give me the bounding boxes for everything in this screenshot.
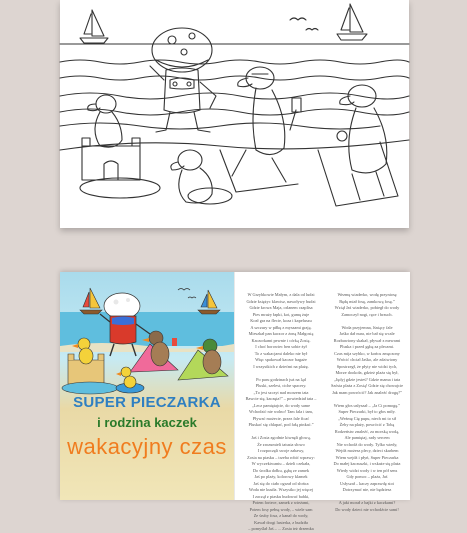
- cover-subtitle: i rodzina kaczek: [97, 415, 197, 430]
- poem-line: Wchodzić nie wolno! Tam fala i tam,: [249, 409, 313, 414]
- poem-line: Po paru godzinach już na ląd: [256, 376, 306, 382]
- poem-line: Spostrzegł, że płyty nie widzi tych,: [336, 363, 398, 369]
- poem-line: Jaśko dał nura, nie bał się wcale: [339, 331, 395, 336]
- sailboat-left-icon: [80, 288, 102, 314]
- poem-line: Jaś po plaży, kolorowy klamek: [254, 474, 308, 479]
- book-spread: [60, 272, 409, 531]
- poem-line: Nie wchodź do wody. Tylko wtedy,: [336, 441, 398, 447]
- poem-line: Ale pamiętaj, rady sercem: [344, 435, 390, 440]
- poem-line: „Weźmę Cię pupu, niech mi to sił: [337, 415, 396, 421]
- poem-line: Pluskać się chlapać, pod fałą pinkać.”: [248, 422, 314, 427]
- coloring-page: [60, 0, 409, 228]
- poem-line: Potem fosy pełną wody, – wiele sam: [249, 506, 313, 512]
- poem-line: Super Pieczarki, był to głos miły.: [338, 409, 396, 414]
- poem-page: [234, 272, 410, 531]
- poem-line: Gdzie krowa Maja, orlanem czaplisa: [249, 305, 313, 310]
- poem-line: Usłyszał – kaczy zaprawdę stoi: [340, 480, 394, 486]
- poem-line: Pluska i przed gębą za plecami.: [339, 344, 395, 349]
- poem-line: Rozbawiony skakał, pływał z mewami: [333, 337, 401, 343]
- poem-line: W wyczekiwaniu – dzieli czekała,: [251, 461, 311, 466]
- poem-line: Mieszkał pan kaczor z żoną Małgosią: [248, 331, 314, 336]
- poem-line: Żeby na plaży, powrócić z Tobą: [339, 422, 395, 427]
- poem-line: Potem fortece, zamek z wieżami,: [252, 500, 310, 505]
- poem-line: Do wody dzieci nie wchodźcie sami!: [335, 506, 399, 512]
- poem-line: Wejdź możesz plecy, dzieci skarbem: [335, 448, 399, 453]
- poem-line: Wezmę wiaderko, wodę przyniosę: [337, 292, 397, 297]
- sailboat-right-icon: [198, 290, 220, 314]
- seagull-icon: [178, 289, 190, 291]
- poem-line: W Grzybkowie Małym, z dala od ludzi: [247, 292, 315, 297]
- poem-line: Morze dookoła, gdzież plaża się był,: [335, 370, 399, 375]
- shoreline: [60, 140, 409, 150]
- poem-line: Dotrzymać nie, nie będziesz: [342, 487, 392, 492]
- poem-line: Wziął Jaś wiaderko, pobiegł do wody: [334, 305, 400, 310]
- poem-line: – pomyślał Jaś – ... Zosia też drzemka: [248, 526, 314, 531]
- poem-line: Czas mija szybko, w końcu zmęczony: [334, 350, 400, 356]
- poem-line: A szczury w piłkę z myszami grają.: [250, 324, 312, 330]
- cover-illustration: [60, 272, 234, 500]
- poem-line: „To jest szczyt nad morzem tata: [253, 389, 309, 395]
- poem-line: Więc spakował kaczor bagaże: [255, 357, 307, 362]
- poem-line: „Jędyj gdzie jesteś? Gdzie mama i tata: [333, 376, 401, 382]
- poem-line: Szósta plaża z Zosią! Gdzie się chowajcie: [330, 383, 404, 388]
- duckling-castle-figure: [80, 95, 160, 198]
- poem-line: Gdzie księżyc klawisz, nawoływy budzi: [246, 298, 316, 304]
- sailboat-left-icon: [80, 10, 108, 43]
- poem-line: Pluski, szelest, ciche spacery.: [255, 383, 307, 388]
- poem-column-left: [243, 292, 319, 533]
- poem-line: I wszystkich z dziećmi na plażę.: [253, 363, 309, 369]
- coloring-illustration: [60, 0, 409, 228]
- poem-line: Do małej kaczuszki, i wskaże się plaża: [333, 461, 401, 466]
- poem-line: I rozpoczęli swoje zabawy,: [257, 448, 305, 453]
- poem-line: Do środka dołku, gąbę ze zamek: [252, 467, 310, 473]
- poem-line: Gdy pomoc – plaża, Jaś: [346, 474, 388, 479]
- poem-line: Pies mruży łapki, kot, gumę żuje: [252, 311, 310, 317]
- book-cover: [60, 272, 234, 500]
- poem-line: Pływać możecie, przez fale ficać: [252, 415, 310, 421]
- seagull-icon: [188, 297, 196, 298]
- sailboat-right-icon: [337, 4, 367, 40]
- poem-line: A jaki morał z bajki z kaczkami?: [338, 500, 396, 505]
- poem-line: Że zrozumieli tatusia słowo: [257, 441, 305, 447]
- poem-line: Woda nie kusiła. Wszystko jej więcej: [248, 487, 314, 492]
- poem-line: Zosia na piasku – trzeba robić wprawy:: [247, 454, 315, 460]
- poem-line: Bawcie się, kaczęta!” – powiedział tata –: [245, 396, 317, 401]
- poem-line: I zaczął z piasku budować babki,: [252, 493, 310, 499]
- poem-line: To z wakacjami daleko nie był: [254, 350, 308, 356]
- seagull-icon: [290, 18, 306, 20]
- poem-line: Jak mam powrócić? Jak znaleźć drogę?”: [332, 389, 402, 395]
- poem-line: I choć borowiec ben sobie żył: [255, 344, 307, 349]
- poem-line: Kozł gra na flecie, koza i kapeluszu: [250, 318, 312, 323]
- poem-column-right: [327, 292, 407, 513]
- poem-line: Kawał drogi lusterka, z budziła: [254, 519, 308, 525]
- poem-line: Jaś i Zosia zgodnie kiwnęli głową,: [251, 435, 311, 440]
- poem-line: Będę miał fosę, zamkową fosę.”: [339, 298, 395, 304]
- cover-tagline: wakacyjny czas: [67, 434, 227, 459]
- seagull-icon: [306, 29, 318, 31]
- cover-title: SUPER PIECZARKA: [73, 394, 221, 411]
- poem-line: Ze śruby fosa, z kanał do wody,: [253, 513, 309, 518]
- poem-line: Wtem wejdź i płyń, Super Pieczarka: [335, 454, 399, 460]
- poem-line: Wrócić chciał Jaśko, ale zdziwiony: [336, 357, 398, 362]
- poem-line: Wtem głos usłyszał – „Ja Ci pomogę.”: [333, 402, 401, 408]
- poem-line: Woda przyjemna, lśniący fale: [341, 324, 393, 330]
- poem-line: Zamoczył nogi, ręce i brzuch.: [341, 311, 393, 317]
- duck-on-lounger-figure: [220, 67, 301, 192]
- poem-line: Rodzeństw znaleźć, za morską wodą,: [334, 428, 400, 434]
- poem-line: Wtedy widzi wody i w ten pół sens: [336, 467, 398, 473]
- sea-lines: [60, 44, 409, 129]
- poem-line: Jaś się do ciało ogrzał od słońca: [253, 480, 309, 486]
- poem-line: Kaczorkami pewnie i córką Zosią.: [251, 337, 311, 343]
- poem-line: „Lecz pamiętajcie, do wody same: [251, 402, 311, 408]
